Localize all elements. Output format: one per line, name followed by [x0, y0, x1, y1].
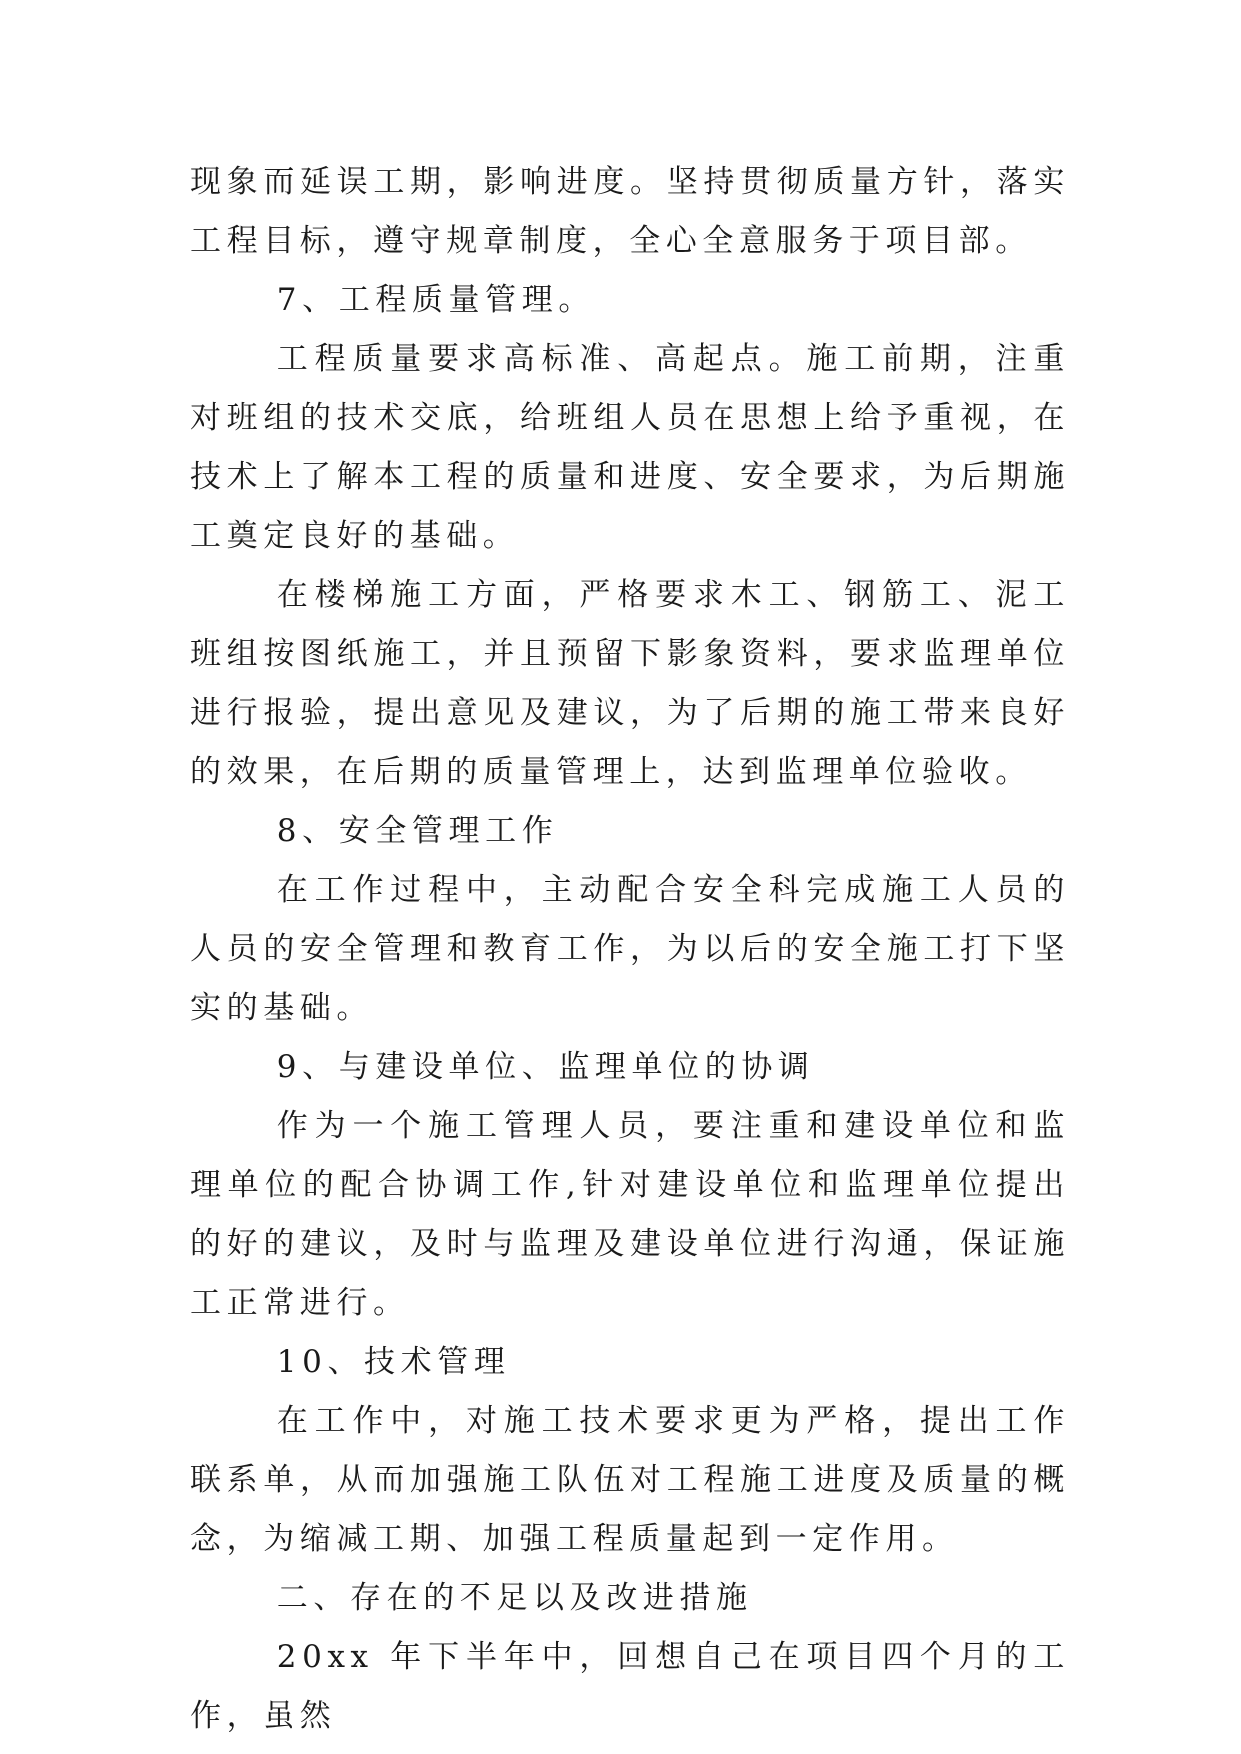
- paragraph-safety-work: 在工作过程中，主动配合安全科完成施工人员的人员的安全管理和教育工作，为以后的安全施工打下坚实的基础。: [190, 872, 1070, 1026]
- heading-technical-management: 10、技术管理: [276, 1344, 511, 1380]
- paragraph-shortcomings-intro: 20xx 年下半年中，回想自己在项目四个月的工作，虽然: [190, 1639, 1070, 1734]
- paragraph-technical-management: 在工作中，对施工技术要求更为严格，提出工作联系单，从而加强施工队伍对工程施工进度及质量的概念，为缩减工期、加强工程质量起到一定作用。: [190, 1403, 1070, 1557]
- paragraph-coordination: 作为一个施工管理人员，要注重和建设单位和监理单位的配合协调工作,针对建设单位和监理单位提出的好的建议，及时与监理及建设单位进行沟通，保证施工正常进行。: [190, 1108, 1070, 1321]
- heading-coordination: 9、与建设单位、监理单位的协调: [276, 1049, 815, 1085]
- heading-safety-management: 8、安全管理工作: [276, 813, 559, 849]
- heading-quality-management: 7、工程质量管理。: [276, 282, 595, 318]
- paragraph-stair-construction: 在楼梯施工方面，严格要求木工、钢筋工、泥工班组按图纸施工，并且预留下影象资料，要求监理单位进行报验，提出意见及建议，为了后期的施工带来良好的效果，在后期的质量管理上，达到监理单位验收。: [190, 577, 1070, 790]
- paragraph-continuation: 现象而延误工期，影响进度。坚持贯彻质量方针，落实工程目标，遵守规章制度，全心全意服务于项目部。: [190, 164, 1070, 259]
- document-body: [190, 153, 1070, 1746]
- paragraph-quality-standards: 工程质量要求高标准、高起点。施工前期，注重对班组的技术交底，给班组人员在思想上给予重视，在技术上了解本工程的质量和进度、安全要求，为后期施工奠定良好的基础。: [190, 341, 1070, 554]
- heading-shortcomings: 二、存在的不足以及改进措施: [276, 1580, 753, 1616]
